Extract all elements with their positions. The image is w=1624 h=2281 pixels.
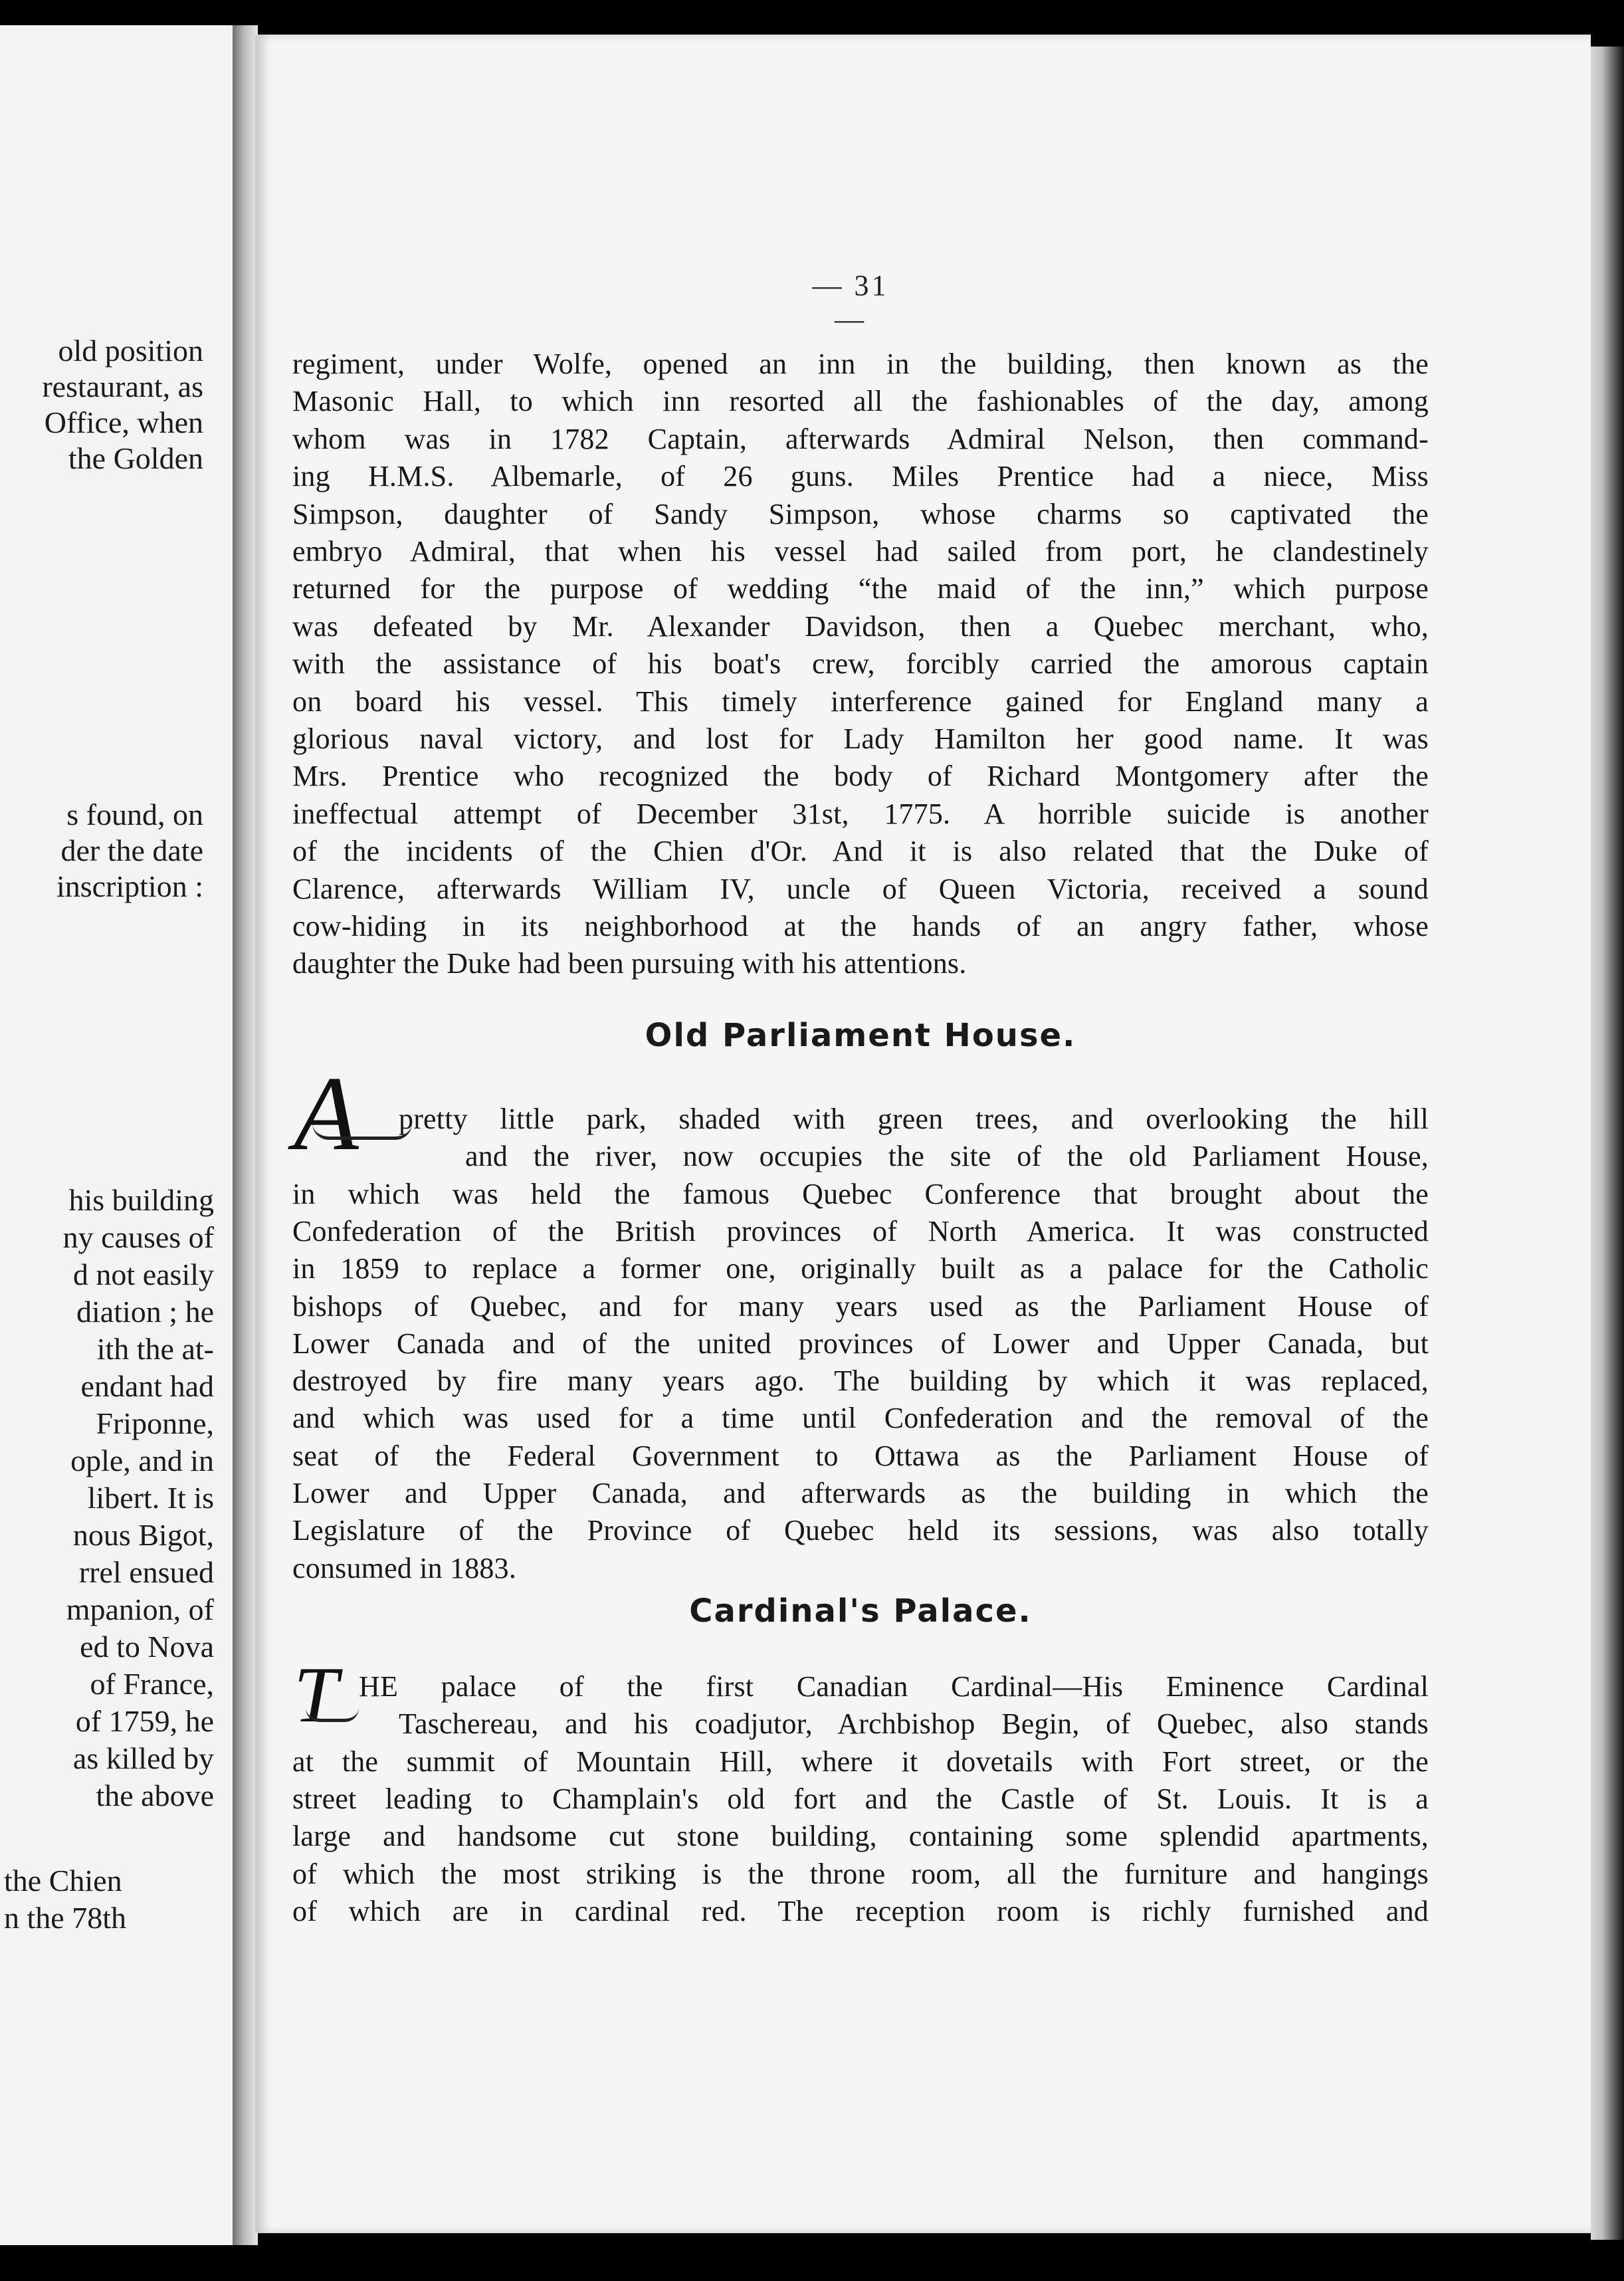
text-line: Lower Canada and of the united provinces of Lower and Upper Canada, but [292, 1327, 1429, 1360]
text-line: Masonic Hall, to which inn resorted all the fashionables of the day, among [292, 385, 1429, 418]
left-page-line: ople, and in [70, 1444, 214, 1477]
dropcap-a: A [294, 1054, 359, 1172]
text-line: of which the most striking is the throne room, all the furniture and hangings [292, 1857, 1429, 1890]
left-page-line: old position [58, 334, 203, 368]
left-page-line: ith the at- [96, 1332, 214, 1366]
page-number: — 31 — [812, 269, 889, 336]
left-page-line: the Chien [4, 1864, 122, 1898]
text-line: whom was in 1782 Captain, afterwards Admiral Nelson, then command- [292, 422, 1429, 455]
left-page-line: his building [68, 1183, 214, 1217]
text-line: ineffectual attempt of December 31st, 1775. A horrible suicide is another [292, 797, 1429, 830]
heading-cardinals-palace: Cardinal's Palace. [689, 1592, 1032, 1630]
text-line: Confederation of the British provinces of North America. It was constructed [292, 1214, 1429, 1248]
page-edge-shadow [1591, 47, 1624, 2240]
book-gutter [233, 25, 258, 2245]
text-line: on board his vessel. This timely interference gained for England many a [292, 685, 1429, 718]
text-line: embryo Admiral, that when his vessel had sailed from port, he clandestinely [292, 535, 1429, 568]
left-page-line: of 1759, he [75, 1704, 214, 1738]
text-line: was defeated by Mr. Alexander Davidson, then a Quebec merchant, who, [292, 609, 1429, 643]
left-page-line: as killed by [72, 1741, 214, 1775]
left-page-line: inscription : [56, 869, 203, 903]
left-page-line: libert. It is [87, 1481, 214, 1515]
left-page-line: Friponne, [96, 1406, 214, 1440]
text-line: daughter the Duke had been pursuing with his attentions. [292, 947, 967, 980]
text-line: Lower and Upper Canada, and afterwards as the building in which the [292, 1477, 1429, 1509]
text-line: cow-hiding in its neighborhood at the hands of an angry father, whose [292, 910, 1429, 942]
left-page-line: der the date [60, 833, 203, 867]
left-page-line: restaurant, as [42, 370, 203, 403]
text-line: street leading to Champlain's old fort and the Castle of St. Louis. It is a [292, 1782, 1429, 1815]
left-page-line: of France, [90, 1667, 214, 1701]
dropcap-t-flourish [306, 1708, 359, 1722]
text-line: seat of the Federal Government to Ottawa as the Parliament House of [292, 1439, 1429, 1472]
dropcap-t: T [294, 1650, 338, 1739]
text-line: Simpson, daughter of Sandy Simpson, whose charms so captivated the [292, 497, 1429, 530]
left-page-line: d not easily [72, 1257, 214, 1291]
dropcap-a-flourish [312, 1123, 412, 1140]
text-line: large and handsome cut stone building, containing some splendid apartments, [292, 1820, 1429, 1853]
text-line: Mrs. Prentice who recognized the body of Richard Montgomery after the [292, 760, 1429, 793]
left-page-line: rrel ensued [78, 1555, 214, 1589]
text-line: destroyed by fire many years ago. The building by which it was replaced, [292, 1364, 1429, 1398]
text-line: bishops of Quebec, and for many years used as the Parliament House of [292, 1289, 1429, 1323]
text-line: Clarence, afterwards William IV, uncle of Queen Victoria, received a sound [292, 872, 1429, 905]
left-page-line: the Golden [68, 441, 203, 475]
text-line: pretty little park, shaded with green trees, and overlooking the hill [399, 1103, 1429, 1135]
text-line: regiment, under Wolfe, opened an inn in the building, then known as the [292, 348, 1429, 380]
left-page-line: the above [96, 1779, 214, 1812]
text-line: returned for the purpose of wedding “the maid of the inn,” which purpose [292, 572, 1429, 605]
text-line: and which was used for a time until Confederation and the removal of the [292, 1402, 1429, 1435]
left-page-line: ed to Nova [80, 1630, 214, 1664]
text-line: ing H.M.S. Albemarle, of 26 guns. Miles Prentice had a niece, Miss [292, 460, 1429, 493]
left-page-line: nous Bigot, [72, 1518, 214, 1552]
text-line: glorious naval victory, and lost for Lady Hamilton her good name. It was [292, 722, 1429, 755]
left-page-line: ny causes of [62, 1220, 214, 1254]
left-page-line: diation ; he [76, 1295, 214, 1329]
text-line: at the summit of Mountain Hill, where it dovetails with Fort street, or the [292, 1745, 1429, 1778]
left-page-line: endant had [80, 1369, 214, 1403]
text-line: HE palace of the first Canadian Cardinal—His Eminence Cardinal [359, 1670, 1429, 1703]
heading-old-parliament-house: Old Parliament House. [645, 1017, 1076, 1054]
left-page-line: mpanion, of [66, 1592, 214, 1626]
text-line: of which are in cardinal red. The reception room is richly furnished and [292, 1894, 1429, 1927]
left-page-line: Office, when [44, 405, 203, 439]
text-line: with the assistance of his boat's crew, forcibly carried the amorous captain [292, 647, 1429, 681]
text-line: and the river, now occupies the site of the old Parliament House, [465, 1140, 1429, 1173]
left-page-line: n the 78th [4, 1901, 126, 1935]
text-line: Taschereau, and his coadjutor, Archbishop Begin, of Quebec, also stands [399, 1707, 1429, 1741]
text-line: of the incidents of the Chien d'Or. And it is also related that the Duke of [292, 835, 1429, 868]
left-page [0, 25, 234, 2245]
text-line: in which was held the famous Quebec Conference that brought about the [292, 1177, 1429, 1210]
text-line: Legislature of the Province of Quebec held its sessions, was also totally [292, 1514, 1429, 1547]
text-line: in 1859 to replace a former one, originally built as a palace for the Catholic [292, 1252, 1429, 1285]
left-page-line: s found, on [66, 798, 203, 831]
text-line: consumed in 1883. [292, 1551, 517, 1584]
